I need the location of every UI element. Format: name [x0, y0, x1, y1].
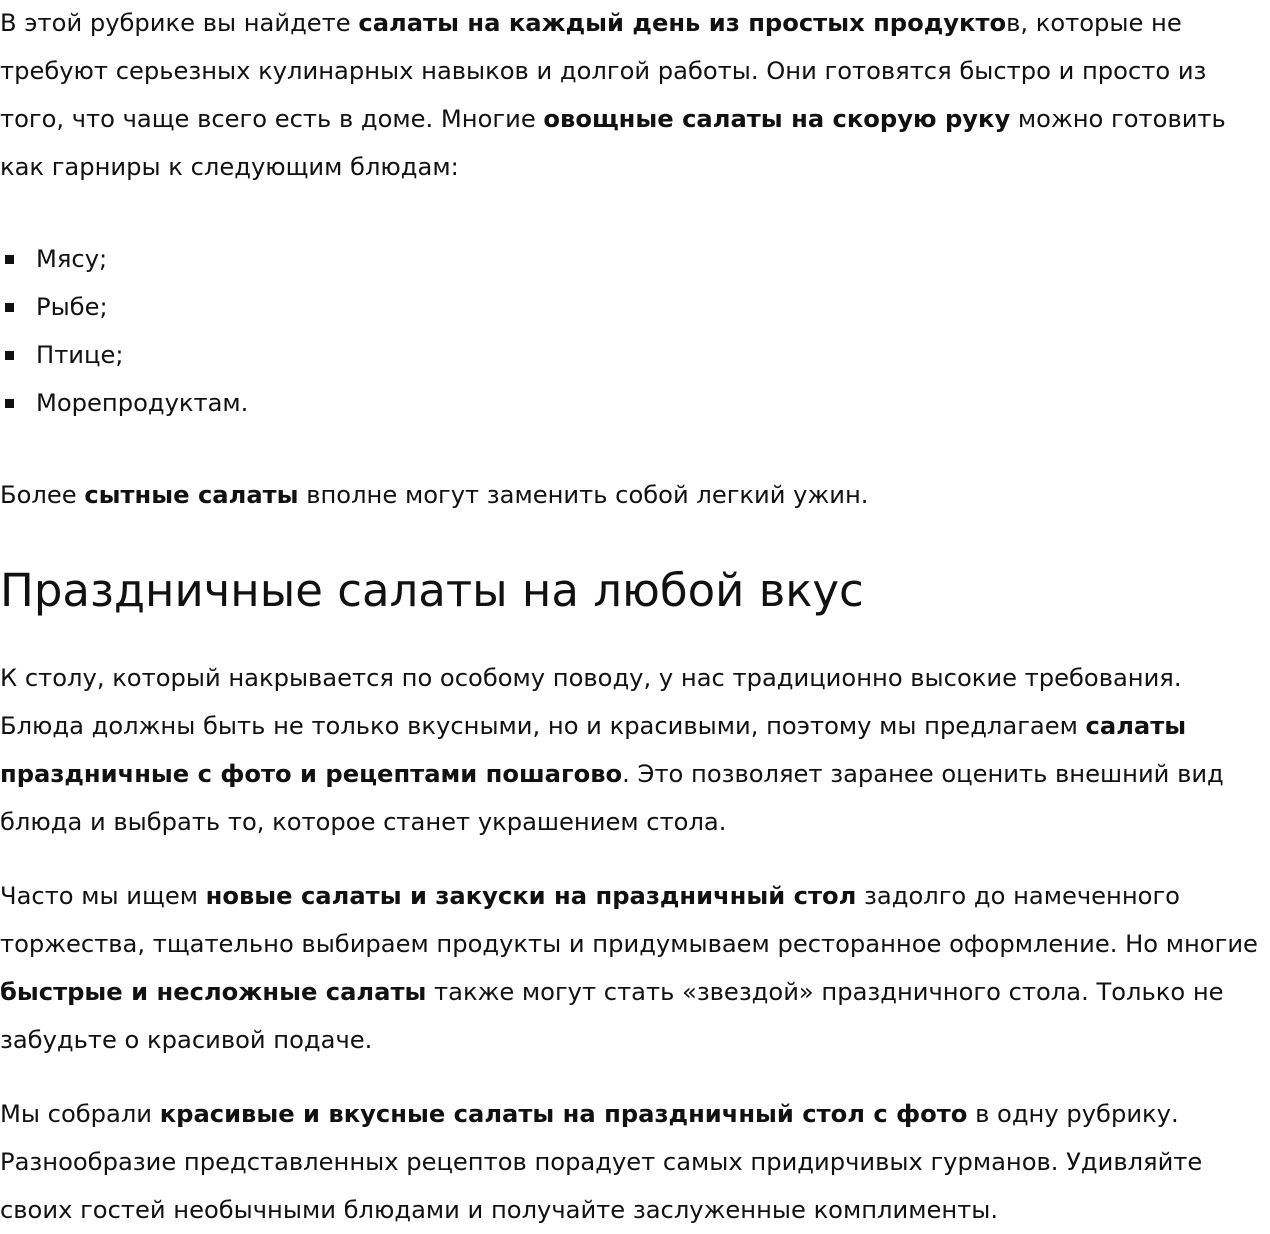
- list-item: [0, 331, 1270, 379]
- list-item-label: Мясу;: [36, 245, 108, 273]
- list-item: [0, 235, 1270, 283]
- holiday2-text-1: Часто мы ищем: [0, 882, 206, 910]
- list-item-label: Птице;: [36, 341, 124, 369]
- list-item-label: Морепродуктам.: [36, 389, 249, 417]
- square-bullet-icon: [5, 303, 14, 312]
- hearty-keyword: сытные салаты: [84, 481, 299, 509]
- intro-text-2: в, которые не требуют серьезных кулинарных навыков и долгой работы. Они готовятся быстро и просто из того, что чаще всего есть в доме. Многие: [0, 9, 1207, 133]
- list-item: [0, 379, 1270, 427]
- intro-paragraph: [0, 0, 1270, 191]
- intro-keyword-everyday-salads: салаты на каждый день из простых продукто: [358, 9, 1007, 37]
- holiday2-keyword-2: быстрые и несложные салаты: [0, 978, 427, 1006]
- holiday3-keyword: красивые и вкусные салаты на праздничный стол с фото: [159, 1100, 968, 1128]
- holiday3-text-2: в одну рубрику. Разнообразие представленных рецептов порадует самых придирчивых гурманов. Удивляйте своих гостей необычными блюдами и получайте заслуженные комплименты.: [0, 1100, 1203, 1224]
- holiday1-text-1: К столу, который накрывается по особому поводу, у нас традиционно высокие требования. Блюда должны быть не только вкусными, но и красивыми, поэтому мы предлагаем: [0, 664, 1182, 740]
- square-bullet-icon: [5, 255, 14, 264]
- holiday3-text-1: Мы собрали: [0, 1100, 160, 1128]
- hearty-salads-paragraph: [0, 471, 1270, 519]
- hearty-text-2: вполне могут заменить собой легкий ужин.: [298, 481, 869, 509]
- holiday2-text-3: также могут стать «звездой» праздничного стола. Только не забудьте о красивой подаче.: [0, 978, 1224, 1054]
- side-dish-list: [0, 235, 1270, 427]
- holiday-paragraph-2: [0, 872, 1270, 1064]
- holiday-paragraph-3: [0, 1090, 1270, 1234]
- intro-text-3: можно готовить как гарниры к следующим блюдам:: [0, 105, 1226, 181]
- square-bullet-icon: [5, 351, 14, 360]
- intro-text-1: В этой рубрике вы найдете: [0, 9, 359, 37]
- holiday1-keyword: салаты праздничные с фото и рецептами пошагово: [0, 712, 1187, 788]
- holiday2-text-2: задолго до намеченного торжества, тщательно выбираем продукты и придумываем ресторанное оформление. Но многие: [0, 882, 1258, 958]
- holiday-paragraph-1: [0, 654, 1270, 846]
- list-item: [0, 283, 1270, 331]
- section-heading: Праздничные салаты на любой вкус: [0, 564, 864, 617]
- holiday1-text-2: . Это позволяет заранее оценить внешний вид блюда и выбрать то, которое станет украшением стола.: [0, 760, 1224, 836]
- holiday2-keyword-1: новые салаты и закуски на праздничный стол: [205, 882, 857, 910]
- hearty-text-1: Более: [0, 481, 85, 509]
- list-item-label: Рыбе;: [36, 293, 108, 321]
- square-bullet-icon: [5, 399, 14, 408]
- intro-keyword-vegetable-salads: овощные салаты на скорую руку: [543, 105, 1011, 133]
